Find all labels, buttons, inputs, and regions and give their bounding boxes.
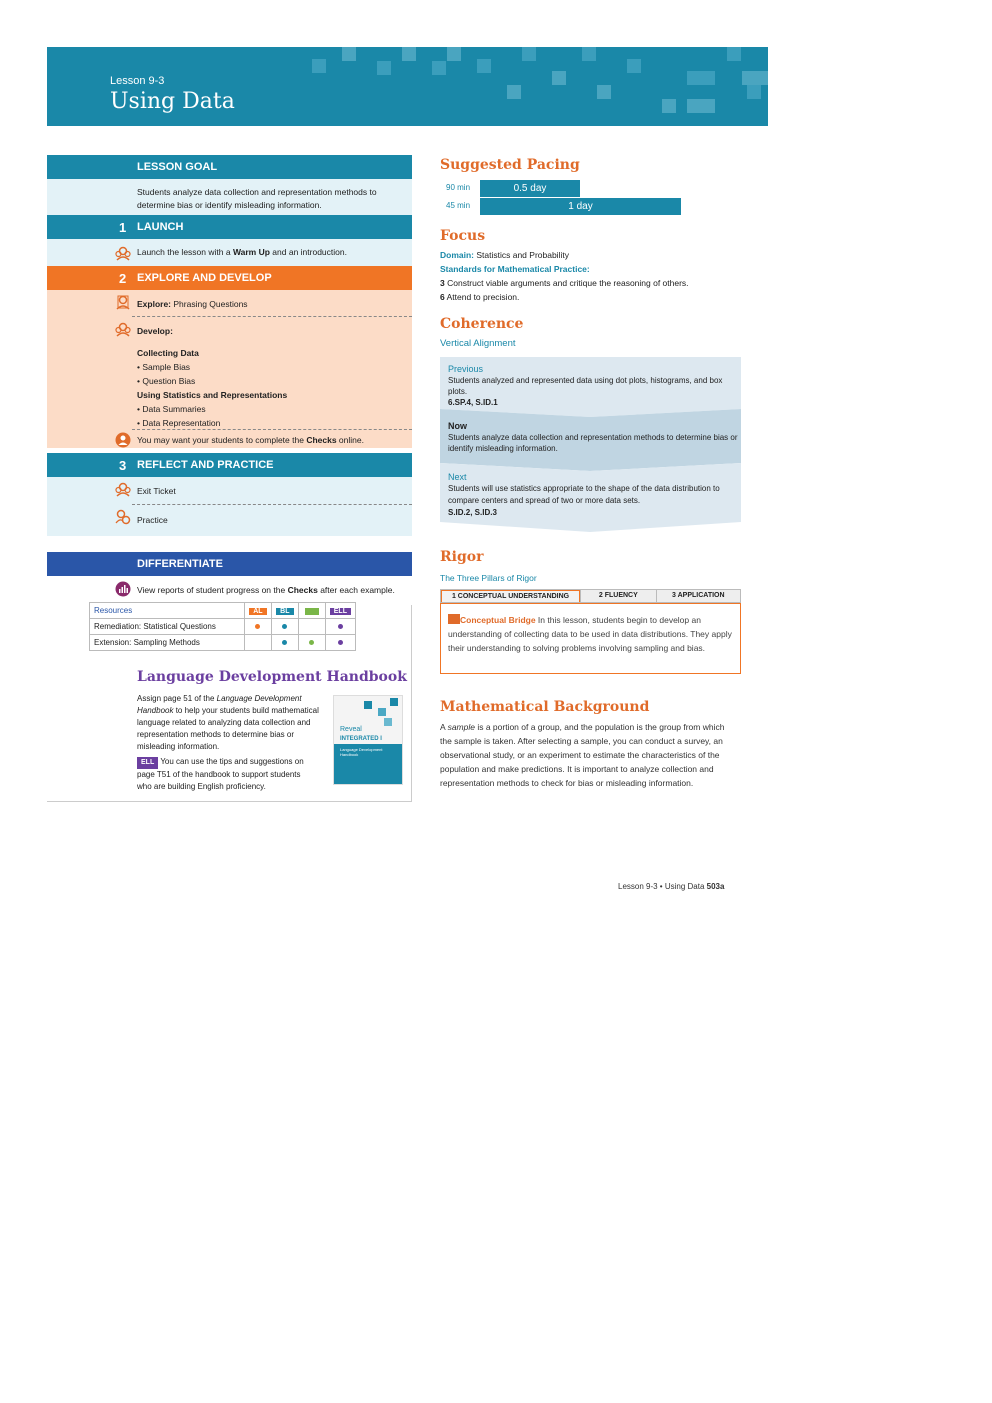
develop-item[interactable]: • Data Summaries: [137, 404, 206, 414]
differentiate-label: DIFFERENTIATE: [137, 558, 223, 570]
group-icon: [115, 245, 131, 261]
bl-column: BL: [271, 603, 298, 619]
reflect-label: REFLECT AND PRACTICE: [137, 459, 274, 471]
lesson-plan-column: [47, 155, 412, 602]
reflect-number: 3: [119, 457, 127, 473]
bar-chart-icon: [115, 581, 131, 597]
develop-item[interactable]: • Question Bias: [137, 376, 196, 386]
develop-item[interactable]: Using Statistics and Representations: [137, 390, 288, 400]
differentiate-header: [47, 552, 412, 576]
lesson-number: Lesson 9-3: [110, 75, 165, 87]
practice-link[interactable]: Practice: [137, 515, 168, 525]
vertical-alignment-label: Vertical Alignment: [440, 338, 516, 349]
lesson-goal-body: [47, 179, 412, 215]
pillar-fluency[interactable]: 2 FLUENCY: [580, 590, 656, 602]
table-row: [90, 635, 356, 651]
math-background-text: A sample is a portion of a group, and the population is the group from which the sample is taken. After selecting a sample, you can conduct a survey, an observational study, or an experiment to estimate the characteristics of the population and make predictions. It is important to analyze collection and representation methods to check for bias or misleading information.: [440, 722, 725, 788]
focus-body: Domain: Statistics and Probability Standards for Mathematical Practice: 3 Construct viable arguments and critique the reasoning of others. 6 Attend to precision.: [440, 250, 689, 302]
al-dot: [255, 624, 260, 629]
bridge-icon: [448, 614, 460, 624]
resources-header: Resources: [90, 603, 245, 619]
ol-dot: [309, 640, 314, 645]
resources-table: [89, 602, 356, 651]
differentiate-text: View reports of student progress on the Checks after each example.: [137, 585, 395, 595]
book-icon: [115, 294, 131, 310]
focus-title: Focus: [440, 228, 486, 244]
lesson-goal-header: [47, 155, 412, 179]
cover-reveal: Reveal: [340, 726, 362, 733]
resource-name[interactable]: Extension: Sampling Methods: [90, 635, 245, 651]
ol-column: [298, 603, 325, 619]
cover-title: INTEGRATED I: [340, 736, 382, 742]
rigor-subtitle: The Three Pillars of Rigor: [440, 573, 537, 583]
al-column: AL: [244, 603, 271, 619]
differentiate-row: [47, 576, 412, 602]
student-icon: [115, 432, 131, 448]
pacing-45-bar: 1 day: [480, 198, 681, 215]
develop-item[interactable]: • Data Representation: [137, 418, 221, 428]
ldh-ell-paragraph: ELL You can use the tips and suggestions on page T51 of the handbook to support students who are building English proficiency.: [137, 757, 304, 791]
ell-dot: [338, 640, 343, 645]
launch-row: [47, 239, 412, 266]
exit-ticket-link[interactable]: Exit Ticket: [137, 486, 176, 496]
previous-block: Previous Students analyzed and represented data using dot plots, histograms, and box plots. 6.SP.4, S.ID.1: [448, 364, 723, 407]
bl-dot: [282, 624, 287, 629]
group-icon: [115, 321, 131, 337]
develop-item[interactable]: Collecting Data: [137, 348, 199, 358]
table-row: [90, 619, 356, 635]
pacing-90-label: 90 min: [446, 183, 471, 192]
reflect-body: [47, 477, 412, 536]
checks-text: You may want your students to complete the Checks online.: [137, 435, 364, 445]
page-title: Using Data: [110, 89, 235, 114]
launch-number: 1: [119, 219, 127, 235]
ldh-paragraph: Assign page 51 of the Language Development Handbook to help your students build mathematical language related to analyzing data collection and representation methods to determine bias or misleading information.: [137, 694, 319, 751]
table-header-row: [90, 603, 356, 619]
group-icon: [115, 481, 131, 497]
ell-dot: [338, 624, 343, 629]
explore-text: Explore: Phrasing Questions: [137, 299, 248, 309]
page-footer: Lesson 9-3 • Using Data 503a: [618, 882, 725, 891]
pacing-title: Suggested Pacing: [440, 157, 580, 173]
explore-body: [47, 290, 412, 448]
rigor-title: Rigor: [440, 549, 484, 565]
practice-icon: [115, 509, 131, 525]
resource-name[interactable]: Remediation: Statistical Questions: [90, 619, 245, 635]
page-number: 503a: [706, 882, 725, 891]
reflect-header: [47, 453, 412, 477]
next-block: Next Students will use statistics appropriate to the shape of the data distribution to compare centers and spread of two or more data sets. S.ID.2, S.ID.3: [448, 472, 720, 517]
launch-header: [47, 215, 412, 239]
cover-subtitle: Language Development Handbook: [340, 747, 383, 757]
ell-tag: ELL: [137, 757, 158, 769]
bl-dot: [282, 640, 287, 645]
develop-label: Develop:: [137, 326, 173, 336]
lesson-banner: [47, 47, 768, 126]
develop-list: [137, 346, 287, 430]
explore-label: EXPLORE AND DEVELOP: [137, 272, 272, 284]
rigor-pillars: [440, 589, 741, 603]
pillar-conceptual[interactable]: 1 CONCEPTUAL UNDERSTANDING: [441, 590, 580, 602]
now-block: Now Students analyze data collection and representation methods to determine bias or identify misleading information.: [448, 421, 738, 453]
explore-header: [47, 266, 412, 290]
develop-item[interactable]: • Sample Bias: [137, 362, 191, 372]
lesson-goal-label: LESSON GOAL: [137, 161, 218, 173]
ell-column: ELL: [325, 603, 355, 619]
ldh-title: Language Development Handbook: [137, 669, 407, 685]
pacing-90-bar: 0.5 day: [480, 180, 580, 197]
lesson-goal-text: Students analyze data collection and representation methods to determine bias or identify misleading information.: [137, 187, 377, 210]
pillar-application[interactable]: 3 APPLICATION: [656, 590, 740, 602]
launch-text: Launch the lesson with a Warm Up and an introduction.: [137, 247, 347, 257]
explore-number: 2: [119, 270, 127, 286]
pacing-45-label: 45 min: [446, 201, 471, 210]
handbook-cover[interactable]: [333, 695, 403, 785]
launch-label: LAUNCH: [137, 221, 184, 233]
coherence-title: Coherence: [440, 316, 524, 332]
math-background-title: Mathematical Background: [440, 699, 650, 715]
conceptual-bridge-box: Conceptual Bridge In this lesson, students begin to develop an understanding of collecting data to be used in data distributions. They apply their understanding to solving problems involving sampling and bias.: [440, 603, 741, 674]
